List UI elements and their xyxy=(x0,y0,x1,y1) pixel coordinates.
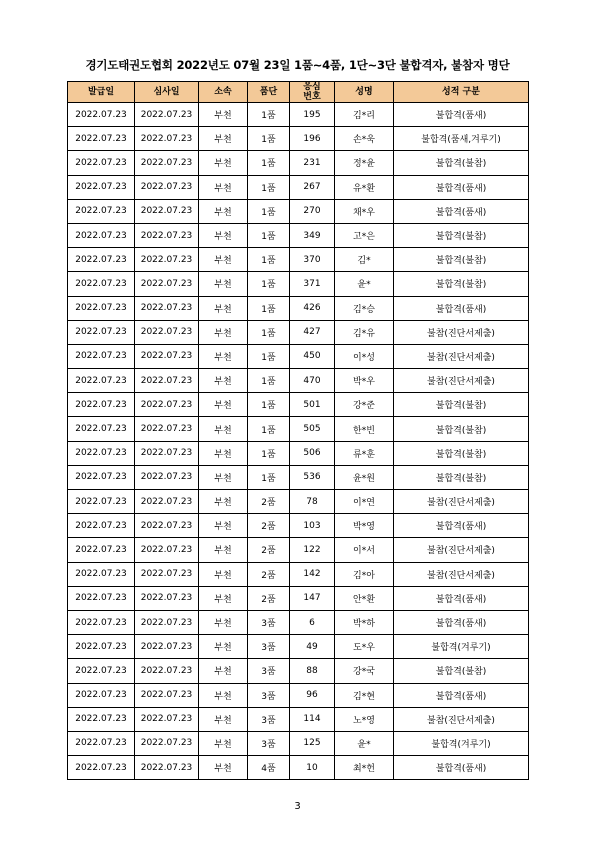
cell-exam-number: 49 xyxy=(290,635,335,659)
cell-name: 최*헌 xyxy=(335,756,394,780)
cell-rank: 2품 xyxy=(248,490,290,514)
cell-rank: 1품 xyxy=(248,175,290,199)
cell-issue-date: 2022.07.23 xyxy=(68,127,135,151)
cell-result: 불합격(겨루기) xyxy=(394,731,529,755)
cell-issue-date: 2022.07.23 xyxy=(68,659,135,683)
cell-result: 불참(진단서제출) xyxy=(394,562,529,586)
cell-name: 김* xyxy=(335,248,394,272)
cell-affiliation: 부천 xyxy=(199,296,248,320)
cell-rank: 1품 xyxy=(248,296,290,320)
cell-affiliation: 부천 xyxy=(199,175,248,199)
cell-exam-date: 2022.07.23 xyxy=(135,562,199,586)
cell-rank: 2품 xyxy=(248,562,290,586)
cell-affiliation: 부천 xyxy=(199,490,248,514)
cell-exam-date: 2022.07.23 xyxy=(135,223,199,247)
cell-issue-date: 2022.07.23 xyxy=(68,465,135,489)
cell-name: 이*성 xyxy=(335,344,394,368)
document-title: 경기도태권도협회 2022년도 07월 23일 1품~4품, 1단~3단 불합격자, 불참자 명단 xyxy=(85,58,510,72)
table-row xyxy=(68,731,529,755)
table-row xyxy=(68,707,529,731)
cell-exam-number: 114 xyxy=(290,707,335,731)
table-row xyxy=(68,199,529,223)
table-row xyxy=(68,393,529,417)
table-row xyxy=(68,272,529,296)
header-exam-number-line2: 번호 xyxy=(303,92,321,102)
cell-exam-date: 2022.07.23 xyxy=(135,296,199,320)
table-row xyxy=(68,127,529,151)
table-row xyxy=(68,683,529,707)
table-row xyxy=(68,562,529,586)
cell-rank: 3품 xyxy=(248,610,290,634)
table-row xyxy=(68,296,529,320)
cell-rank: 1품 xyxy=(248,344,290,368)
cell-exam-number: 506 xyxy=(290,441,335,465)
cell-name: 윤* xyxy=(335,272,394,296)
cell-name: 김*리 xyxy=(335,103,394,127)
cell-exam-number: 103 xyxy=(290,514,335,538)
cell-exam-number: 371 xyxy=(290,272,335,296)
table-row xyxy=(68,151,529,175)
cell-result: 불합격(품새) xyxy=(394,199,529,223)
cell-issue-date: 2022.07.23 xyxy=(68,417,135,441)
cell-exam-date: 2022.07.23 xyxy=(135,683,199,707)
cell-issue-date: 2022.07.23 xyxy=(68,151,135,175)
cell-exam-date: 2022.07.23 xyxy=(135,175,199,199)
cell-name: 정*윤 xyxy=(335,151,394,175)
table-row xyxy=(68,369,529,393)
cell-result: 불합격(품새) xyxy=(394,610,529,634)
cell-rank: 1품 xyxy=(248,272,290,296)
table-row xyxy=(68,344,529,368)
table-row xyxy=(68,223,529,247)
cell-rank: 3품 xyxy=(248,659,290,683)
cell-name: 이*서 xyxy=(335,538,394,562)
header-issue-date: 발급일 xyxy=(68,82,135,103)
cell-affiliation: 부천 xyxy=(199,151,248,175)
table-row xyxy=(68,659,529,683)
table-row xyxy=(68,175,529,199)
cell-affiliation: 부천 xyxy=(199,441,248,465)
cell-affiliation: 부천 xyxy=(199,538,248,562)
cell-affiliation: 부천 xyxy=(199,223,248,247)
table-header-row xyxy=(68,82,529,103)
cell-result: 불합격(품새) xyxy=(394,586,529,610)
table-row xyxy=(68,465,529,489)
cell-rank: 4품 xyxy=(248,756,290,780)
cell-issue-date: 2022.07.23 xyxy=(68,393,135,417)
cell-issue-date: 2022.07.23 xyxy=(68,441,135,465)
cell-rank: 1품 xyxy=(248,223,290,247)
cell-affiliation: 부천 xyxy=(199,369,248,393)
cell-name: 채*우 xyxy=(335,199,394,223)
cell-exam-number: 470 xyxy=(290,369,335,393)
cell-issue-date: 2022.07.23 xyxy=(68,296,135,320)
cell-rank: 3품 xyxy=(248,683,290,707)
cell-result: 불합격(품새) xyxy=(394,296,529,320)
cell-result: 불참(진단서제출) xyxy=(394,320,529,344)
table-row xyxy=(68,538,529,562)
cell-result: 불합격(불참) xyxy=(394,417,529,441)
cell-result: 불참(진단서제출) xyxy=(394,490,529,514)
cell-affiliation: 부천 xyxy=(199,707,248,731)
cell-issue-date: 2022.07.23 xyxy=(68,610,135,634)
cell-affiliation: 부천 xyxy=(199,683,248,707)
cell-result: 불합격(불참) xyxy=(394,659,529,683)
cell-exam-number: 10 xyxy=(290,756,335,780)
results-table xyxy=(67,81,529,780)
cell-affiliation: 부천 xyxy=(199,635,248,659)
header-result: 성적 구분 xyxy=(394,82,529,103)
cell-rank: 1품 xyxy=(248,369,290,393)
cell-result: 불합격(품새) xyxy=(394,514,529,538)
cell-name: 강*국 xyxy=(335,659,394,683)
cell-exam-number: 88 xyxy=(290,659,335,683)
cell-result: 불합격(불참) xyxy=(394,151,529,175)
cell-affiliation: 부천 xyxy=(199,562,248,586)
cell-issue-date: 2022.07.23 xyxy=(68,731,135,755)
cell-rank: 2품 xyxy=(248,586,290,610)
cell-name: 류*훈 xyxy=(335,441,394,465)
cell-exam-date: 2022.07.23 xyxy=(135,707,199,731)
cell-exam-date: 2022.07.23 xyxy=(135,756,199,780)
cell-name: 도*우 xyxy=(335,635,394,659)
cell-rank: 2품 xyxy=(248,514,290,538)
cell-result: 불합격(불참) xyxy=(394,272,529,296)
cell-rank: 3품 xyxy=(248,731,290,755)
cell-result: 불참(진단서제출) xyxy=(394,369,529,393)
cell-affiliation: 부천 xyxy=(199,344,248,368)
cell-exam-date: 2022.07.23 xyxy=(135,344,199,368)
cell-name: 박*우 xyxy=(335,369,394,393)
cell-affiliation: 부천 xyxy=(199,586,248,610)
table-row xyxy=(68,441,529,465)
table-row xyxy=(68,586,529,610)
cell-affiliation: 부천 xyxy=(199,103,248,127)
cell-rank: 1품 xyxy=(248,199,290,223)
cell-result: 불합격(불참) xyxy=(394,248,529,272)
cell-issue-date: 2022.07.23 xyxy=(68,344,135,368)
cell-result: 불합격(품새) xyxy=(394,175,529,199)
cell-exam-date: 2022.07.23 xyxy=(135,538,199,562)
cell-exam-date: 2022.07.23 xyxy=(135,272,199,296)
cell-exam-number: 147 xyxy=(290,586,335,610)
cell-issue-date: 2022.07.23 xyxy=(68,635,135,659)
cell-result: 불합격(불참) xyxy=(394,393,529,417)
cell-name: 박*하 xyxy=(335,610,394,634)
cell-issue-date: 2022.07.23 xyxy=(68,103,135,127)
cell-name: 강*준 xyxy=(335,393,394,417)
cell-rank: 1품 xyxy=(248,103,290,127)
table-row xyxy=(68,103,529,127)
cell-result: 불참(진단서제출) xyxy=(394,344,529,368)
cell-exam-number: 450 xyxy=(290,344,335,368)
cell-exam-number: 78 xyxy=(290,490,335,514)
cell-name: 유*환 xyxy=(335,175,394,199)
cell-exam-date: 2022.07.23 xyxy=(135,731,199,755)
page-number: 3 xyxy=(294,801,301,812)
cell-rank: 1품 xyxy=(248,320,290,344)
cell-exam-date: 2022.07.23 xyxy=(135,320,199,344)
cell-issue-date: 2022.07.23 xyxy=(68,248,135,272)
cell-exam-date: 2022.07.23 xyxy=(135,610,199,634)
cell-rank: 2품 xyxy=(248,538,290,562)
cell-name: 김*아 xyxy=(335,562,394,586)
header-name: 성명 xyxy=(335,82,394,103)
cell-issue-date: 2022.07.23 xyxy=(68,199,135,223)
cell-name: 윤* xyxy=(335,731,394,755)
cell-rank: 1품 xyxy=(248,151,290,175)
table-row xyxy=(68,514,529,538)
cell-result: 불참(진단서제출) xyxy=(394,707,529,731)
header-affiliation: 소속 xyxy=(199,82,248,103)
cell-exam-date: 2022.07.23 xyxy=(135,659,199,683)
cell-exam-date: 2022.07.23 xyxy=(135,248,199,272)
cell-affiliation: 부천 xyxy=(199,610,248,634)
table-body xyxy=(68,103,529,780)
cell-result: 불합격(품새) xyxy=(394,103,529,127)
cell-name: 김*유 xyxy=(335,320,394,344)
cell-exam-date: 2022.07.23 xyxy=(135,369,199,393)
cell-exam-number: 125 xyxy=(290,731,335,755)
cell-exam-number: 195 xyxy=(290,103,335,127)
cell-name: 안*환 xyxy=(335,586,394,610)
cell-affiliation: 부천 xyxy=(199,393,248,417)
cell-exam-number: 505 xyxy=(290,417,335,441)
cell-name: 김*현 xyxy=(335,683,394,707)
cell-affiliation: 부천 xyxy=(199,659,248,683)
cell-result: 불합격(불참) xyxy=(394,223,529,247)
cell-result: 불합격(품새,겨루기) xyxy=(394,127,529,151)
cell-exam-number: 196 xyxy=(290,127,335,151)
header-rank: 품단 xyxy=(248,82,290,103)
cell-name: 손*욱 xyxy=(335,127,394,151)
cell-name: 한*빈 xyxy=(335,417,394,441)
cell-exam-date: 2022.07.23 xyxy=(135,490,199,514)
cell-affiliation: 부천 xyxy=(199,417,248,441)
cell-exam-date: 2022.07.23 xyxy=(135,199,199,223)
table-row xyxy=(68,610,529,634)
cell-rank: 1품 xyxy=(248,417,290,441)
cell-exam-date: 2022.07.23 xyxy=(135,417,199,441)
cell-exam-number: 96 xyxy=(290,683,335,707)
cell-affiliation: 부천 xyxy=(199,127,248,151)
table-row xyxy=(68,320,529,344)
cell-exam-number: 122 xyxy=(290,538,335,562)
cell-affiliation: 부천 xyxy=(199,465,248,489)
cell-affiliation: 부천 xyxy=(199,248,248,272)
cell-rank: 3품 xyxy=(248,635,290,659)
cell-issue-date: 2022.07.23 xyxy=(68,538,135,562)
cell-issue-date: 2022.07.23 xyxy=(68,756,135,780)
cell-issue-date: 2022.07.23 xyxy=(68,586,135,610)
header-exam-number xyxy=(290,82,335,103)
header-exam-number-line1: 응심 xyxy=(303,82,321,92)
cell-name: 김*승 xyxy=(335,296,394,320)
cell-affiliation: 부천 xyxy=(199,272,248,296)
cell-name: 박*영 xyxy=(335,514,394,538)
cell-issue-date: 2022.07.23 xyxy=(68,369,135,393)
cell-name: 윤*원 xyxy=(335,465,394,489)
cell-rank: 1품 xyxy=(248,248,290,272)
cell-exam-date: 2022.07.23 xyxy=(135,514,199,538)
cell-exam-number: 267 xyxy=(290,175,335,199)
table-row xyxy=(68,635,529,659)
cell-name: 고*은 xyxy=(335,223,394,247)
cell-exam-date: 2022.07.23 xyxy=(135,635,199,659)
cell-affiliation: 부천 xyxy=(199,514,248,538)
table-row xyxy=(68,248,529,272)
cell-exam-date: 2022.07.23 xyxy=(135,103,199,127)
cell-issue-date: 2022.07.23 xyxy=(68,683,135,707)
cell-exam-date: 2022.07.23 xyxy=(135,393,199,417)
cell-name: 노*영 xyxy=(335,707,394,731)
cell-exam-date: 2022.07.23 xyxy=(135,127,199,151)
cell-issue-date: 2022.07.23 xyxy=(68,272,135,296)
table-row xyxy=(68,756,529,780)
cell-rank: 1품 xyxy=(248,127,290,151)
cell-issue-date: 2022.07.23 xyxy=(68,707,135,731)
cell-rank: 1품 xyxy=(248,393,290,417)
cell-exam-number: 349 xyxy=(290,223,335,247)
cell-result: 불합격(품새) xyxy=(394,756,529,780)
header-exam-date: 심사일 xyxy=(135,82,199,103)
cell-exam-date: 2022.07.23 xyxy=(135,441,199,465)
cell-affiliation: 부천 xyxy=(199,731,248,755)
cell-issue-date: 2022.07.23 xyxy=(68,490,135,514)
cell-result: 불합격(품새) xyxy=(394,683,529,707)
cell-exam-number: 270 xyxy=(290,199,335,223)
cell-exam-number: 142 xyxy=(290,562,335,586)
table-row xyxy=(68,417,529,441)
table-row xyxy=(68,490,529,514)
cell-affiliation: 부천 xyxy=(199,756,248,780)
cell-result: 불참(진단서제출) xyxy=(394,538,529,562)
cell-result: 불합격(불참) xyxy=(394,441,529,465)
cell-exam-number: 501 xyxy=(290,393,335,417)
cell-affiliation: 부천 xyxy=(199,199,248,223)
cell-exam-number: 6 xyxy=(290,610,335,634)
cell-exam-number: 370 xyxy=(290,248,335,272)
cell-name: 이*연 xyxy=(335,490,394,514)
cell-exam-number: 536 xyxy=(290,465,335,489)
cell-exam-number: 427 xyxy=(290,320,335,344)
cell-issue-date: 2022.07.23 xyxy=(68,320,135,344)
cell-rank: 1품 xyxy=(248,465,290,489)
cell-issue-date: 2022.07.23 xyxy=(68,514,135,538)
cell-issue-date: 2022.07.23 xyxy=(68,562,135,586)
cell-affiliation: 부천 xyxy=(199,320,248,344)
cell-exam-number: 426 xyxy=(290,296,335,320)
cell-exam-date: 2022.07.23 xyxy=(135,151,199,175)
cell-rank: 3품 xyxy=(248,707,290,731)
cell-result: 불합격(불참) xyxy=(394,465,529,489)
cell-exam-date: 2022.07.23 xyxy=(135,465,199,489)
cell-issue-date: 2022.07.23 xyxy=(68,223,135,247)
cell-exam-number: 231 xyxy=(290,151,335,175)
cell-rank: 1품 xyxy=(248,441,290,465)
cell-exam-date: 2022.07.23 xyxy=(135,586,199,610)
cell-result: 불합격(겨루기) xyxy=(394,635,529,659)
cell-issue-date: 2022.07.23 xyxy=(68,175,135,199)
